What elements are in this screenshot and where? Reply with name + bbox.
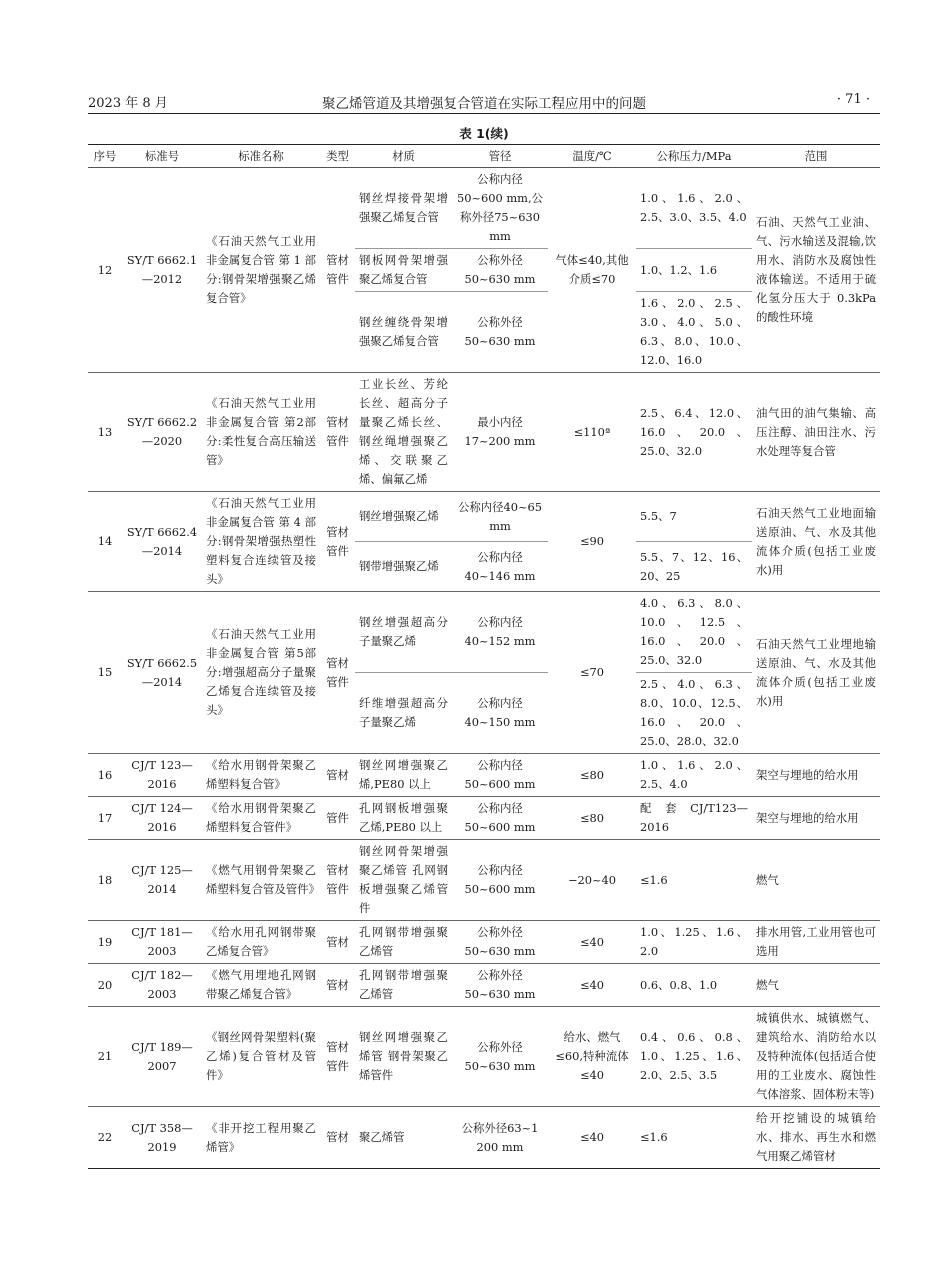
diameter: 公称内径50~600 mm: [452, 797, 548, 840]
diameter: 公称外径63~1 200 mm: [452, 1107, 548, 1169]
row-number: 17: [88, 797, 122, 840]
column-header: 材质: [355, 145, 452, 168]
scope: 油气田的油气集输、高压注醇、油田注水、污水处理等复合管: [752, 373, 880, 492]
diameter: 公称内径40~152 mm: [452, 592, 548, 673]
table-row: [88, 797, 880, 840]
pressure: 1.6、2.0、2.5、3.0、4.0、5.0、6.3、8.0、10.0、12.0、16.0: [636, 292, 752, 373]
pressure: 1.0、1.6、2.0、2.5、3.0、3.5、4.0: [636, 168, 752, 249]
material: 钢板网骨架增强聚乙烯复合管: [355, 249, 452, 292]
standard-number: SY/T 6662.1—2012: [122, 168, 202, 373]
pressure: ≤1.6: [636, 840, 752, 921]
temperature: ≤80: [548, 797, 636, 840]
column-header: 标准号: [122, 145, 202, 168]
pressure: 0.6、0.8、1.0: [636, 964, 752, 1007]
standard-number: CJ/T 124—2016: [122, 797, 202, 840]
pressure: 0.4、0.6、0.8、1.0、1.25、1.6、2.0、2.5、3.5: [636, 1007, 752, 1107]
standard-name: 《石油天然气工业用非金属复合管 第5部分:增强超高分子量聚乙烯复合连续管及接头》: [202, 592, 320, 754]
product-type: 管材: [320, 921, 355, 964]
pressure: 2.5、6.4、12.0、16.0、20.0、25.0、32.0: [636, 373, 752, 492]
product-type: 管材: [320, 964, 355, 1007]
product-type: 管材管件: [320, 492, 355, 592]
temperature: ≤80: [548, 754, 636, 797]
scope: 城镇供水、城镇燃气、建筑给水、消防给水以及特种流体(包括适合使用的工业废水、腐蚀性气体溶浆、固体粉末等): [752, 1007, 880, 1107]
standard-number: SY/T 6662.5—2014: [122, 592, 202, 754]
row-number: 22: [88, 1107, 122, 1169]
table-row: [88, 840, 880, 921]
row-number: 15: [88, 592, 122, 754]
table-row: [88, 168, 880, 249]
pressure: 2.5、4.0、6.3、8.0、10.0、12.5、16.0、20.0、25.0、28.0、32.0: [636, 673, 752, 754]
row-number: 18: [88, 840, 122, 921]
product-type: 管材管件: [320, 1007, 355, 1107]
row-number: 13: [88, 373, 122, 492]
table-row: [88, 592, 880, 673]
diameter: 公称内径50~600 mm: [452, 754, 548, 797]
material: 钢丝网增强聚乙烯,PE80 以上: [355, 754, 452, 797]
table-row: [88, 964, 880, 1007]
product-type: 管材管件: [320, 373, 355, 492]
material: 钢丝增强超高分子量聚乙烯: [355, 592, 452, 673]
standard-name: 《给水用钢骨架聚乙烯塑料复合管件》: [202, 797, 320, 840]
material: 钢丝缠绕骨架增强聚乙烯复合管: [355, 292, 452, 373]
product-type: 管材: [320, 754, 355, 797]
table-row: [88, 1107, 880, 1169]
product-type: 管材管件: [320, 840, 355, 921]
row-number: 21: [88, 1007, 122, 1107]
pressure: 1.0、1.2、1.6: [636, 249, 752, 292]
pressure: 4.0、6.3、8.0、10.0、12.5、16.0、20.0、25.0、32.0: [636, 592, 752, 673]
temperature: ≤40: [548, 964, 636, 1007]
standard-name: 《钢丝网骨架塑料(聚乙烯)复合管材及管件》: [202, 1007, 320, 1107]
table-row: [88, 1007, 880, 1107]
diameter: 公称外径50~630 mm: [452, 292, 548, 373]
pressure: ≤1.6: [636, 1107, 752, 1169]
product-type: 管件: [320, 797, 355, 840]
diameter: 公称内径40~146 mm: [452, 542, 548, 592]
header-rule: [88, 113, 880, 114]
standard-number: CJ/T 358—2019: [122, 1107, 202, 1169]
diameter: 公称内径40~150 mm: [452, 673, 548, 754]
standard-name: 《石油天然气工业用非金属复合管 第 1 部分:钢骨架增强聚乙烯复合管》: [202, 168, 320, 373]
scope: 燃气: [752, 964, 880, 1007]
product-type: 管材管件: [320, 168, 355, 373]
product-type: 管材: [320, 1107, 355, 1169]
material: 孔网钢板增强聚乙烯,PE80 以上: [355, 797, 452, 840]
table-row: [88, 492, 880, 542]
diameter: 公称外径50~630 mm: [452, 1007, 548, 1107]
diameter: 最小内径17~200 mm: [452, 373, 548, 492]
column-header: 标准名称: [202, 145, 320, 168]
standard-name: 《燃气用埋地孔网钢带聚乙烯复合管》: [202, 964, 320, 1007]
row-number: 14: [88, 492, 122, 592]
scope: 排水用管,工业用管也可选用: [752, 921, 880, 964]
scope: 架空与埋地的给水用: [752, 754, 880, 797]
standard-number: SY/T 6662.2—2020: [122, 373, 202, 492]
material: 钢丝增强聚乙烯: [355, 492, 452, 542]
standard-number: CJ/T 181—2003: [122, 921, 202, 964]
table-row: [88, 373, 880, 492]
page-header: [88, 88, 880, 114]
table-caption: 表 1(续): [459, 126, 509, 141]
column-header: 范围: [752, 145, 880, 168]
column-header: 公称压力/MPa: [636, 145, 752, 168]
diameter: 公称外径50~630 mm: [452, 249, 548, 292]
standard-name: 《燃气用钢骨架聚乙烯塑料复合管及管件》: [202, 840, 320, 921]
diameter: 公称内径40~65 mm: [452, 492, 548, 542]
page-number: · 71 ·: [836, 92, 870, 107]
material: 工业长丝、芳纶长丝、超高分子量聚乙烯长丝、钢丝绳增强聚乙烯、交联聚乙烯、偏氟乙烯: [355, 373, 452, 492]
standard-name: 《石油天然气工业用非金属复合管 第2部分:柔性复合高压输送管》: [202, 373, 320, 492]
material: 钢丝网增强聚乙烯管 钢骨架聚乙烯管件: [355, 1007, 452, 1107]
material: 钢丝焊接骨架增强聚乙烯复合管: [355, 168, 452, 249]
column-header: 温度/℃: [548, 145, 636, 168]
row-number: 19: [88, 921, 122, 964]
temperature: −20~40: [548, 840, 636, 921]
material: 孔网钢带增强聚乙烯管: [355, 921, 452, 964]
column-header: 类型: [320, 145, 355, 168]
temperature: ≤90: [548, 492, 636, 592]
product-type: 管材管件: [320, 592, 355, 754]
scope: 石油、天然气工业油、气、污水输送及混输,饮用水、消防水及腐蚀性液体输送。不适用于硫化氢分压大于 0.3kPa 的酸性环境: [752, 168, 880, 373]
temperature: 给水、燃气≤60,特种流体≤40: [548, 1007, 636, 1107]
diameter: 公称内径50~600 mm: [452, 840, 548, 921]
issue-date: 2023 年 8 月: [88, 96, 168, 111]
standard-number: CJ/T 182—2003: [122, 964, 202, 1007]
pressure: 1.0、1.6、2.0、2.5、4.0: [636, 754, 752, 797]
pressure: 1.0、1.25、1.6、2.0: [636, 921, 752, 964]
standard-name: 《非开挖工程用聚乙烯管》: [202, 1107, 320, 1169]
scope: 给开挖铺设的城镇给水、排水、再生水和燃气用聚乙烯管材: [752, 1107, 880, 1169]
pressure: 5.5、7、12、16、20、25: [636, 542, 752, 592]
scope: 石油天然气工业埋地输送原油、气、水及其他流体介质(包括工业废水)用: [752, 592, 880, 754]
standard-name: 《石油天然气工业用非金属复合管 第 4 部分:钢骨架增强热塑性塑料复合连续管及接头》: [202, 492, 320, 592]
pressure: 配套CJ/T123—2016: [636, 797, 752, 840]
row-number: 16: [88, 754, 122, 797]
temperature: ≤40: [548, 921, 636, 964]
material: 钢带增强聚乙烯: [355, 542, 452, 592]
material: 聚乙烯管: [355, 1107, 452, 1169]
standard-name: 《给水用孔网钢带聚乙烯复合管》: [202, 921, 320, 964]
scope: 燃气: [752, 840, 880, 921]
scope: 石油天然气工业地面输送原油、气、水及其他流体介质(包括工业废水)用: [752, 492, 880, 592]
material: 纤维增强超高分子量聚乙烯: [355, 673, 452, 754]
temperature: 气体≤40,其他介质≤70: [548, 168, 636, 373]
standard-number: SY/T 6662.4—2014: [122, 492, 202, 592]
diameter: 公称外径50~630 mm: [452, 921, 548, 964]
temperature: ≤110ª: [548, 373, 636, 492]
standard-number: CJ/T 189—2007: [122, 1007, 202, 1107]
row-number: 12: [88, 168, 122, 373]
material: 钢丝网骨架增强聚乙烯管 孔网钢板增强聚乙烯管件: [355, 840, 452, 921]
standard-number: CJ/T 125—2014: [122, 840, 202, 921]
diameter: 公称外径50~630 mm: [452, 964, 548, 1007]
column-header: 序号: [88, 145, 122, 168]
standard-number: CJ/T 123—2016: [122, 754, 202, 797]
material: 孔网钢带增强聚乙烯管: [355, 964, 452, 1007]
standard-name: 《给水用钢骨架聚乙烯塑料复合管》: [202, 754, 320, 797]
temperature: ≤70: [548, 592, 636, 754]
scope: 架空与埋地的给水用: [752, 797, 880, 840]
running-title: 聚乙烯管道及其增强复合管道在实际工程应用中的问题: [322, 96, 646, 112]
column-header: 管径: [452, 145, 548, 168]
table-row: [88, 921, 880, 964]
pressure: 5.5、7: [636, 492, 752, 542]
table-row: [88, 754, 880, 797]
temperature: ≤40: [548, 1107, 636, 1169]
table-header-row: [88, 145, 880, 168]
row-number: 20: [88, 964, 122, 1007]
diameter: 公称内径50~600 mm,公称外径75~630 mm: [452, 168, 548, 249]
standards-table: [88, 144, 880, 1169]
